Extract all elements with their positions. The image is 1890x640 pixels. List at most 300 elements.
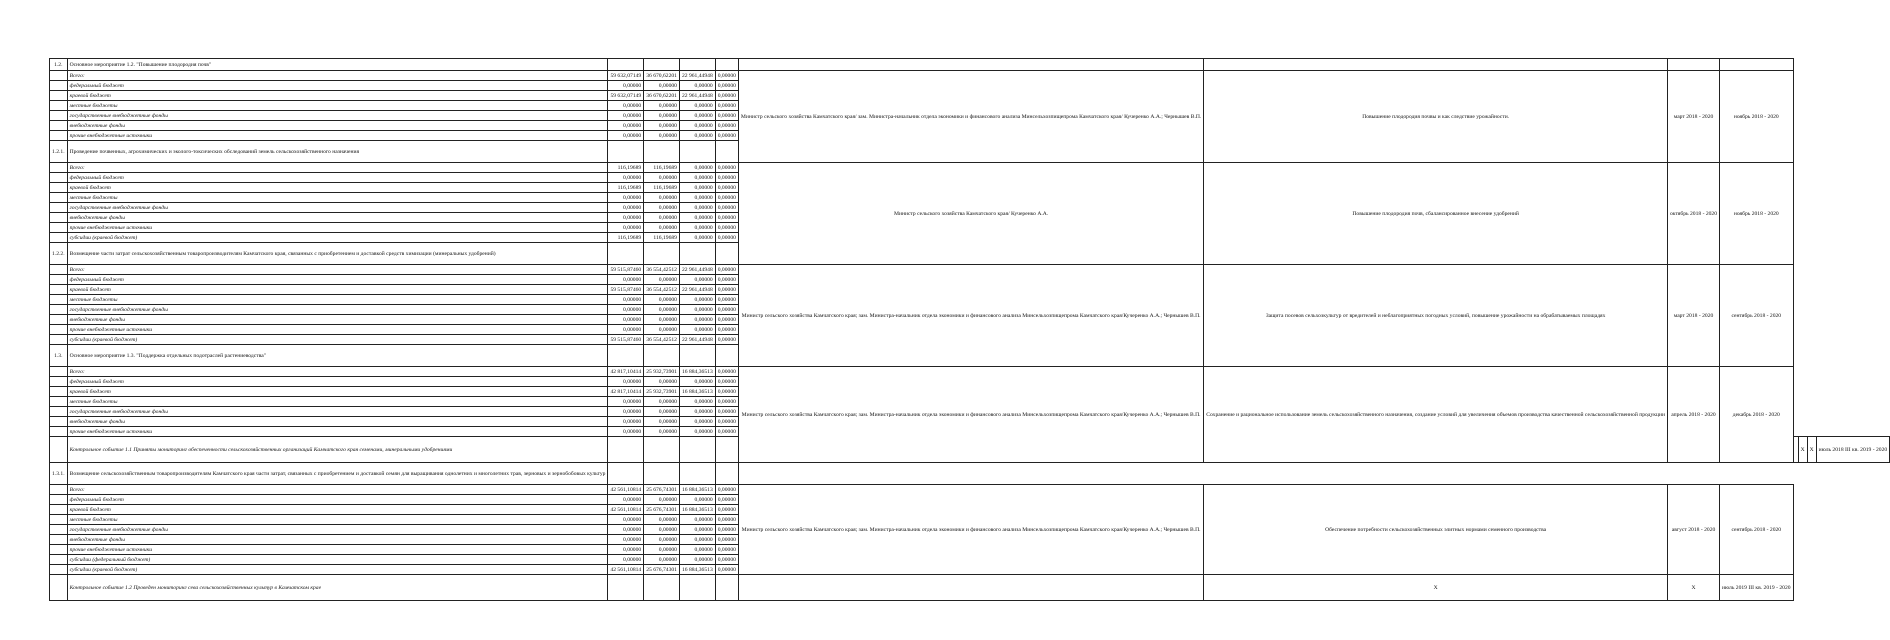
amount-value-2: 0,00000: [644, 377, 680, 387]
control-event-title: Контрольное событие 1.1 Приняты мониторинг обеспеченности сельскохозяйственных организаций Камчатского края семенами, минеральными удобрениями: [67, 437, 608, 463]
empty-cell: [1204, 59, 1668, 71]
amount-value-1: 0,00000: [608, 417, 644, 427]
amount-value-1: 59 515,87460: [608, 285, 644, 295]
empty-cell: [50, 223, 68, 233]
expected-result: Сохранение и рациональное использование земель сельскохозяйственного назначения, создание условий для увеличения объемов производства качественной сельскохозяйственной продукции: [1204, 367, 1668, 463]
empty-cell: [644, 437, 680, 463]
empty-cell: [50, 305, 68, 315]
empty-cell: [679, 243, 715, 265]
empty-cell: [679, 437, 715, 463]
amount-value-1: 0,00000: [608, 131, 644, 141]
amount-value-3: 0,00000: [679, 515, 715, 525]
amount-value-3: 0,00000: [679, 397, 715, 407]
empty-cell: [50, 335, 68, 345]
amount-value-4: 0,00000: [715, 417, 738, 427]
responsible-executor: Министр сельского хозяйства Камчатского края/ зам. Министра-начальник отдела экономики и финансового анализа Минсельхозпищепрома Камчатского края/ Кучеренко А.А.; Чернышев В.П.: [738, 71, 1203, 163]
empty-cell: [608, 463, 644, 485]
amount-value-2: 116,19689: [644, 183, 680, 193]
funding-source-label: Всего:: [67, 265, 608, 275]
empty-cell: [644, 463, 680, 485]
funding-source-label: Всего:: [67, 71, 608, 81]
amount-value-1: 59 515,87460: [608, 335, 644, 345]
empty-cell: [50, 193, 68, 203]
empty-cell: [50, 407, 68, 417]
funding-row: [50, 367, 1890, 377]
amount-value-4: 0,00000: [715, 111, 738, 121]
funding-source-label: внебюджетные фонды: [67, 535, 608, 545]
empty-cell: [50, 495, 68, 505]
amount-value-3: 0,00000: [679, 183, 715, 193]
empty-cell: [644, 59, 680, 71]
section-row: [50, 463, 1890, 485]
amount-value-1: 59 632,07149: [608, 91, 644, 101]
amount-value-2: 0,00000: [644, 545, 680, 555]
empty-cell: [50, 233, 68, 243]
funding-source-label: Всего:: [67, 485, 608, 495]
empty-cell: [50, 367, 68, 377]
empty-cell: [50, 71, 68, 81]
amount-value-4: 0,00000: [715, 315, 738, 325]
amount-value-2: 0,00000: [644, 305, 680, 315]
funding-source-label: краевой бюджет: [67, 91, 608, 101]
amount-value-2: 0,00000: [644, 275, 680, 285]
amount-value-3: 0,00000: [679, 203, 715, 213]
funding-row: [50, 163, 1890, 173]
empty-cell: [50, 505, 68, 515]
amount-value-3: 16 884,36513: [679, 387, 715, 397]
empty-cell: [715, 463, 738, 485]
amount-value-2: 0,00000: [644, 193, 680, 203]
amount-value-4: 0,00000: [715, 233, 738, 243]
amount-value-4: 0,00000: [715, 203, 738, 213]
amount-value-1: 0,00000: [608, 81, 644, 91]
amount-value-3: 0,00000: [679, 325, 715, 335]
amount-value-2: 0,00000: [644, 203, 680, 213]
funding-source-label: государственные внебюджетные фонды: [67, 407, 608, 417]
empty-cell: [679, 59, 715, 71]
amount-value-3: 16 884,36513: [679, 565, 715, 575]
event-date: июль 2019 III кв. 2019 - 2020: [1720, 575, 1794, 601]
funding-source-label: государственные внебюджетные фонды: [67, 203, 608, 213]
amount-value-3: 22 961,44948: [679, 71, 715, 81]
funding-row: [50, 71, 1890, 81]
control-event-row: [50, 575, 1890, 601]
empty-cell: [50, 397, 68, 407]
amount-value-3: 0,00000: [679, 545, 715, 555]
amount-value-4: 0,00000: [715, 485, 738, 495]
funding-source-label: внебюджетные фонды: [67, 315, 608, 325]
amount-value-1: 0,00000: [608, 101, 644, 111]
amount-value-3: 16 884,36513: [679, 485, 715, 495]
empty-cell: [679, 463, 715, 485]
amount-value-2: 0,00000: [644, 101, 680, 111]
amount-value-4: 0,00000: [715, 285, 738, 295]
amount-value-2: 36 554,42512: [644, 265, 680, 275]
empty-cell: [50, 325, 68, 335]
amount-value-4: 0,00000: [715, 121, 738, 131]
amount-value-1: 0,00000: [608, 325, 644, 335]
empty-cell: [50, 101, 68, 111]
funding-source-label: местные бюджеты: [67, 193, 608, 203]
item-title: Основное мероприятие 1.3. "Поддержка отдельных подотраслей растениеводства": [67, 345, 608, 367]
amount-value-2: 0,00000: [644, 535, 680, 545]
empty-cell: [644, 575, 680, 601]
start-date: август 2018 - 2020: [1668, 485, 1720, 575]
funding-source-label: краевой бюджет: [67, 183, 608, 193]
amount-value-4: 0,00000: [715, 525, 738, 535]
budget-plan-table: [49, 58, 1890, 601]
empty-cell: [50, 275, 68, 285]
amount-value-1: 116,19689: [608, 183, 644, 193]
amount-value-2: 0,00000: [644, 407, 680, 417]
empty-cell: [50, 535, 68, 545]
amount-value-2: 0,00000: [644, 397, 680, 407]
funding-source-label: местные бюджеты: [67, 295, 608, 305]
funding-source-label: федеральный бюджет: [67, 495, 608, 505]
amount-value-3: 0,00000: [679, 81, 715, 91]
empty-cell: [50, 485, 68, 495]
expected-result: Повышение плодородия почв, сбалансированное внесение удобрений: [1204, 163, 1668, 265]
funding-source-label: прочие внебюджетные источники: [67, 131, 608, 141]
amount-value-3: 0,00000: [679, 101, 715, 111]
amount-value-1: 0,00000: [608, 535, 644, 545]
empty-cell: [608, 345, 644, 367]
amount-value-4: 0,00000: [715, 515, 738, 525]
funding-source-label: краевой бюджет: [67, 505, 608, 515]
item-number: 1.2.: [50, 59, 68, 71]
amount-value-3: 0,00000: [679, 555, 715, 565]
amount-value-1: 42 561,10814: [608, 565, 644, 575]
funding-source-label: федеральный бюджет: [67, 377, 608, 387]
amount-value-3: 0,00000: [679, 275, 715, 285]
empty-cell: [50, 163, 68, 173]
amount-value-3: 0,00000: [679, 111, 715, 121]
funding-source-label: краевой бюджет: [67, 285, 608, 295]
amount-value-1: 0,00000: [608, 377, 644, 387]
amount-value-4: 0,00000: [715, 505, 738, 515]
empty-cell: [50, 81, 68, 91]
empty-cell: [644, 243, 680, 265]
item-number: 1.3.: [50, 345, 68, 367]
amount-value-1: 0,00000: [608, 295, 644, 305]
amount-value-2: 0,00000: [644, 325, 680, 335]
amount-value-4: 0,00000: [715, 555, 738, 565]
funding-source-label: внебюджетные фонды: [67, 121, 608, 131]
empty-cell: [715, 575, 738, 601]
start-date: март 2018 - 2020: [1668, 265, 1720, 367]
amount-value-4: 0,00000: [715, 495, 738, 505]
amount-value-3: 22 961,44948: [679, 265, 715, 275]
empty-cell: [50, 315, 68, 325]
empty-cell: [50, 387, 68, 397]
funding-source-label: местные бюджеты: [67, 397, 608, 407]
amount-value-1: 0,00000: [608, 111, 644, 121]
empty-cell: [738, 575, 1203, 601]
funding-source-label: государственные внебюджетные фонды: [67, 305, 608, 315]
amount-value-1: 0,00000: [608, 173, 644, 183]
expected-result: Обеспечение потребности сельскохозяйственных элитных нормами семенного производства: [1204, 485, 1668, 575]
funding-source-label: субсидии (краевой бюджет): [67, 335, 608, 345]
funding-source-label: государственные внебюджетные фонды: [67, 525, 608, 535]
amount-value-3: 0,00000: [679, 525, 715, 535]
amount-value-3: 0,00000: [679, 295, 715, 305]
amount-value-4: 0,00000: [715, 427, 738, 437]
amount-value-2: 0,00000: [644, 427, 680, 437]
event-marker: X: [1204, 575, 1668, 601]
amount-value-2: 25 676,74301: [644, 485, 680, 495]
end-date: ноябрь 2018 - 2020: [1720, 71, 1794, 163]
event-date: июль 2018 III кв. 2019 - 2020: [1816, 437, 1890, 463]
funding-source-label: федеральный бюджет: [67, 81, 608, 91]
amount-value-4: 0,00000: [715, 213, 738, 223]
item-number: 1.3.1.: [50, 463, 68, 485]
responsible-executor: Министр сельского хозяйства Камчатского края/ Кучеренко А.А.: [738, 163, 1203, 265]
empty-cell: [50, 565, 68, 575]
amount-value-4: 0,00000: [715, 335, 738, 345]
amount-value-2: 0,00000: [644, 315, 680, 325]
amount-value-4: 0,00000: [715, 131, 738, 141]
amount-value-3: 0,00000: [679, 535, 715, 545]
empty-cell: [644, 141, 680, 163]
amount-value-4: 0,00000: [715, 325, 738, 335]
amount-value-1: 42 561,10814: [608, 505, 644, 515]
item-number: 1.2.2.: [50, 243, 68, 265]
funding-source-label: прочие внебюджетные источники: [67, 545, 608, 555]
amount-value-4: 0,00000: [715, 295, 738, 305]
empty-cell: [50, 111, 68, 121]
amount-value-4: 0,00000: [715, 81, 738, 91]
amount-value-4: 0,00000: [715, 71, 738, 81]
amount-value-1: 42 561,10814: [608, 485, 644, 495]
amount-value-3: 0,00000: [679, 163, 715, 173]
responsible-executor: Министр сельского хозяйства Камчатского края; зам. Министра-начальник отдела экономики и финансового анализа Минсельхозпищепрома Камчатского края/Кучеренко А.А.; Чернышев В.П.: [738, 485, 1203, 575]
amount-value-1: 0,00000: [608, 525, 644, 535]
funding-row: [50, 485, 1890, 495]
amount-value-3: 0,00000: [679, 305, 715, 315]
empty-cell: [1668, 59, 1720, 71]
empty-cell: [50, 213, 68, 223]
empty-cell: [50, 265, 68, 275]
start-date: март 2018 - 2020: [1668, 71, 1720, 163]
amount-value-1: 59 515,87460: [608, 265, 644, 275]
empty-cell: [644, 345, 680, 367]
empty-cell: [50, 555, 68, 565]
empty-cell: [50, 203, 68, 213]
funding-source-label: Всего:: [67, 163, 608, 173]
empty-cell: [50, 295, 68, 305]
amount-value-2: 0,00000: [644, 295, 680, 305]
empty-cell: [50, 121, 68, 131]
amount-value-1: 0,00000: [608, 213, 644, 223]
item-number: 1.2.1.: [50, 141, 68, 163]
empty-cell: [608, 437, 644, 463]
amount-value-2: 0,00000: [644, 121, 680, 131]
funding-source-label: субсидии (краевой бюджет): [67, 565, 608, 575]
amount-value-2: 25 932,73901: [644, 387, 680, 397]
amount-value-2: 0,00000: [644, 173, 680, 183]
amount-value-1: 0,00000: [608, 407, 644, 417]
amount-value-3: 0,00000: [679, 407, 715, 417]
funding-source-label: государственные внебюджетные фонды: [67, 111, 608, 121]
funding-source-label: прочие внебюджетные источники: [67, 325, 608, 335]
funding-source-label: прочие внебюджетные источники: [67, 427, 608, 437]
responsible-executor: Министр сельского хозяйства Камчатского края; зам. Министра-начальник отдела экономики и финансового анализа Минсельхозпищепрома Камчатского края/Кучеренко А.А.; Чернышев В.П.: [738, 265, 1203, 367]
amount-value-2: 25 676,74301: [644, 505, 680, 515]
amount-value-4: 0,00000: [715, 223, 738, 233]
empty-cell: [50, 285, 68, 295]
funding-source-label: местные бюджеты: [67, 101, 608, 111]
empty-cell: [1720, 59, 1794, 71]
amount-value-3: 0,00000: [679, 417, 715, 427]
amount-value-1: 42 817,10414: [608, 367, 644, 377]
amount-value-3: 0,00000: [679, 131, 715, 141]
end-date: сентябрь 2018 - 2020: [1720, 265, 1794, 367]
funding-source-label: Всего:: [67, 367, 608, 377]
amount-value-4: 0,00000: [715, 535, 738, 545]
amount-value-3: 0,00000: [679, 495, 715, 505]
amount-value-1: 0,00000: [608, 315, 644, 325]
amount-value-1: 0,00000: [608, 223, 644, 233]
start-date: апрель 2018 - 2020: [1668, 367, 1720, 463]
empty-cell: [50, 575, 68, 601]
funding-row: [50, 265, 1890, 275]
amount-value-3: 16 884,36513: [679, 505, 715, 515]
amount-value-1: 0,00000: [608, 193, 644, 203]
empty-cell: [608, 141, 644, 163]
empty-cell: [608, 59, 644, 71]
amount-value-1: 0,00000: [608, 515, 644, 525]
empty-cell: [679, 141, 715, 163]
amount-value-3: 0,00000: [679, 427, 715, 437]
empty-cell: [715, 59, 738, 71]
amount-value-2: 25 932,73901: [644, 367, 680, 377]
amount-value-2: 0,00000: [644, 223, 680, 233]
section-row: [50, 59, 1890, 71]
amount-value-1: 0,00000: [608, 545, 644, 555]
amount-value-4: 0,00000: [715, 101, 738, 111]
amount-value-2: 0,00000: [644, 525, 680, 535]
amount-value-2: 36 670,62201: [644, 91, 680, 101]
amount-value-1: 59 632,07149: [608, 71, 644, 81]
item-title: Возмещение части затрат сельскохозяйственным товаропроизводителям Камчатского края, связанных с приобретением и доставкой средств химизации (минеральных удобрений): [67, 243, 608, 265]
amount-value-2: 0,00000: [644, 515, 680, 525]
amount-value-3: 0,00000: [679, 121, 715, 131]
empty-cell: [715, 345, 738, 367]
amount-value-2: 0,00000: [644, 131, 680, 141]
amount-value-1: 0,00000: [608, 495, 644, 505]
amount-value-4: 0,00000: [715, 173, 738, 183]
funding-source-label: краевой бюджет: [67, 387, 608, 397]
amount-value-2: 0,00000: [644, 111, 680, 121]
amount-value-4: 0,00000: [715, 545, 738, 555]
empty-cell: [50, 515, 68, 525]
empty-cell: [608, 575, 644, 601]
amount-value-2: 36 554,42512: [644, 335, 680, 345]
expected-result: Защита посевов сельхозкультур от вредителей и неблагоприятных погодных условий, повышение урожайности на обрабатываемых площадях: [1204, 265, 1668, 367]
empty-cell: [738, 59, 1203, 71]
funding-source-label: федеральный бюджет: [67, 173, 608, 183]
empty-cell: [715, 437, 738, 463]
amount-value-3: 22 961,44948: [679, 335, 715, 345]
amount-value-2: 25 676,74301: [644, 565, 680, 575]
amount-value-4: 0,00000: [715, 387, 738, 397]
amount-value-4: 0,00000: [715, 91, 738, 101]
amount-value-3: 0,00000: [679, 233, 715, 243]
empty-cell: [679, 575, 715, 601]
amount-value-4: 0,00000: [715, 397, 738, 407]
event-marker: X: [1798, 437, 1807, 463]
funding-source-label: внебюджетные фонды: [67, 213, 608, 223]
amount-value-4: 0,00000: [715, 305, 738, 315]
amount-value-1: 0,00000: [608, 397, 644, 407]
amount-value-2: 116,19689: [644, 233, 680, 243]
amount-value-1: 116,19689: [608, 163, 644, 173]
amount-value-4: 0,00000: [715, 377, 738, 387]
amount-value-3: 16 884,36513: [679, 367, 715, 377]
amount-value-1: 0,00000: [608, 427, 644, 437]
amount-value-3: 0,00000: [679, 223, 715, 233]
control-event-title: Контрольное событие 1.2 Проведен мониторинг сева сельскохозяйственных культур в Камчатском крае: [67, 575, 608, 601]
amount-value-4: 0,00000: [715, 193, 738, 203]
empty-cell: [50, 173, 68, 183]
item-title: Основное мероприятие 1.2. "Повышение плодородия почв": [67, 59, 608, 71]
empty-cell: [50, 131, 68, 141]
amount-value-3: 0,00000: [679, 377, 715, 387]
amount-value-2: 0,00000: [644, 81, 680, 91]
amount-value-4: 0,00000: [715, 565, 738, 575]
end-date: ноябрь 2018 - 2020: [1720, 163, 1794, 265]
amount-value-2: 116,19689: [644, 163, 680, 173]
amount-value-3: 22 961,44948: [679, 91, 715, 101]
amount-value-2: 36 670,62201: [644, 71, 680, 81]
funding-source-label: внебюджетные фонды: [67, 417, 608, 427]
event-marker: X: [1807, 437, 1816, 463]
empty-cell: [679, 345, 715, 367]
amount-value-4: 0,00000: [715, 275, 738, 285]
amount-value-3: 0,00000: [679, 213, 715, 223]
amount-value-1: 42 817,10414: [608, 387, 644, 397]
item-title: Проведение почвенных, агрохимических и эколого-токсических обследований земель сельскохозяйственного назначения: [67, 141, 608, 163]
amount-value-2: 0,00000: [644, 417, 680, 427]
amount-value-4: 0,00000: [715, 163, 738, 173]
amount-value-3: 0,00000: [679, 193, 715, 203]
empty-cell: [50, 427, 68, 437]
funding-source-label: федеральный бюджет: [67, 275, 608, 285]
amount-value-1: 0,00000: [608, 305, 644, 315]
event-marker: X: [1668, 575, 1720, 601]
empty-cell: [715, 141, 738, 163]
funding-source-label: субсидии (краевой бюджет): [67, 233, 608, 243]
start-date: октябрь 2018 - 2020: [1668, 163, 1720, 265]
responsible-executor: Министр сельского хозяйства Камчатского края; зам. Министра-начальник отдела экономики и финансового анализа Минсельхозпищепрома Камчатского края/Кучеренко А.А.; Чернышев В.П.: [738, 367, 1203, 463]
amount-value-1: 0,00000: [608, 275, 644, 285]
amount-value-1: 0,00000: [608, 555, 644, 565]
end-date: декабрь 2018 - 2020: [1720, 367, 1794, 463]
item-title: Возмещение сельскохозяйственным товаропроизводителям Камчатского края части затрат, связанных с приобретением и доставкой семян для выращивания однолетних и многолетних трав, зерновых и зернобобовых культур: [67, 463, 608, 485]
empty-cell: [50, 525, 68, 535]
amount-value-2: 0,00000: [644, 555, 680, 565]
empty-cell: [50, 377, 68, 387]
amount-value-3: 0,00000: [679, 315, 715, 325]
amount-value-1: 116,19689: [608, 233, 644, 243]
empty-cell: [50, 437, 68, 463]
amount-value-4: 0,00000: [715, 265, 738, 275]
funding-source-label: местные бюджеты: [67, 515, 608, 525]
amount-value-1: 0,00000: [608, 121, 644, 131]
amount-value-2: 0,00000: [644, 213, 680, 223]
amount-value-1: 0,00000: [608, 203, 644, 213]
empty-cell: [50, 545, 68, 555]
